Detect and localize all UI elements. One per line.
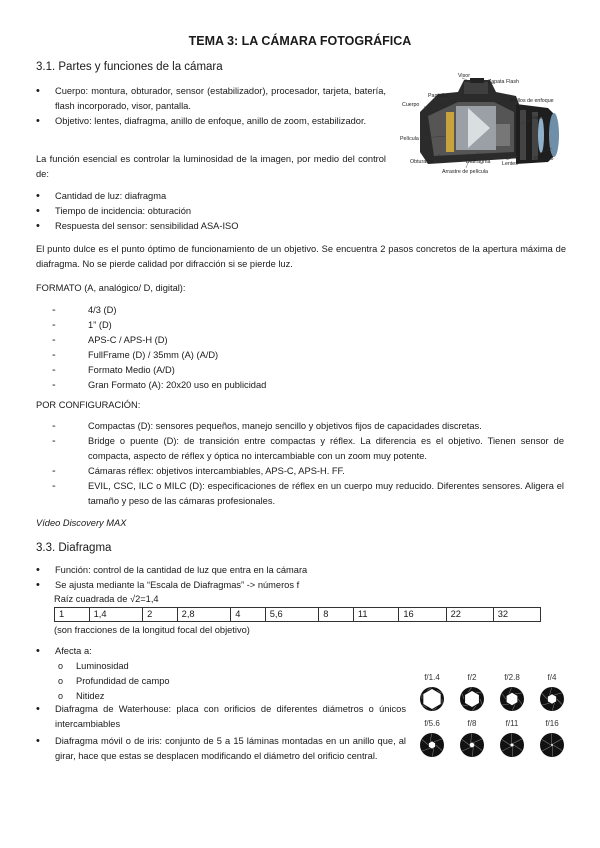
list-item: - Compactas (D): sensores pequeños, manejo sencillo y objetivos fijos de capacidades discretas. bbox=[52, 419, 564, 434]
aperture-label: f/4 bbox=[547, 673, 557, 682]
aperture-icon bbox=[460, 687, 484, 711]
list-item: - 1” (D) bbox=[52, 318, 552, 333]
camera-label: Espejo bbox=[531, 115, 548, 121]
aperture-icon bbox=[540, 733, 564, 757]
table-row bbox=[55, 608, 541, 622]
aperture-label: f/2 bbox=[467, 673, 477, 682]
config-list bbox=[52, 419, 564, 509]
section-heading-parts: 3.1. Partes y funciones de la cámara bbox=[36, 61, 223, 73]
list-item: • Diafragma móvil o de iris: conjunto de 5 a 15 láminas montadas en un anillo que, al girar, hace que estas se desplacen modificando el diámetro del orificio central. bbox=[36, 734, 406, 764]
fstop-cell: 2,8 bbox=[177, 608, 231, 622]
list-item: • Respuesta del sensor: sensibilidad ASA-ISO bbox=[36, 219, 386, 234]
aperture-icon bbox=[420, 687, 444, 711]
camera-label: Película bbox=[400, 136, 419, 142]
aperture-icon bbox=[540, 687, 564, 711]
aperture-label: f/8 bbox=[467, 719, 477, 728]
list-item: - Gran Formato (A): 20x20 uso en publicidad bbox=[52, 378, 552, 393]
list-item: - Cámaras réflex: objetivos intercambiables, APS-C, APS-H. FF. bbox=[52, 464, 564, 479]
fstop-cell: 32 bbox=[493, 608, 540, 622]
camera-label: Visor bbox=[458, 73, 470, 79]
aperture-label: f/11 bbox=[505, 719, 519, 728]
section-heading-diaphragm: 3.3. Diafragma bbox=[36, 542, 112, 554]
paragraph-control: La función esencial es controlar la luminosidad de la imagen, por medio del control de: bbox=[36, 154, 386, 179]
camera-label: Obturador bbox=[410, 159, 434, 165]
affects-list bbox=[36, 644, 396, 659]
config-heading: POR CONFIGURACIÓN: bbox=[36, 400, 141, 410]
list-item: • Función: control de la cantidad de luz que entra en la cámara bbox=[36, 563, 556, 578]
list-item: o Profundidad de campo bbox=[58, 674, 358, 689]
control-list bbox=[36, 189, 386, 234]
aperture-label: f/16 bbox=[545, 719, 559, 728]
list-item: - APS-C / APS-H (D) bbox=[52, 333, 552, 348]
list-item: • Tiempo de incidencia: obturación bbox=[36, 204, 386, 219]
fstop-cell: 16 bbox=[399, 608, 446, 622]
diaphragm-types-list bbox=[36, 702, 406, 764]
list-item: o Nitidez bbox=[58, 689, 358, 704]
aperture-label: f/2.8 bbox=[504, 673, 520, 682]
list-item: - FullFrame (D) / 35mm (A) (A/D) bbox=[52, 348, 552, 363]
camera-label: Anillos de enfoque bbox=[510, 98, 554, 104]
camera-label: Lentes bbox=[502, 161, 518, 167]
aperture-icon bbox=[500, 733, 524, 757]
fstop-cell: 8 bbox=[319, 608, 354, 622]
aperture-icon bbox=[420, 733, 444, 757]
list-item: • Diafragma de Waterhouse: placa con orificios de diferentes diámetros o únicos intercambiables bbox=[36, 702, 406, 732]
camera-label: Cuerpo bbox=[402, 102, 420, 108]
fstop-cell: 2 bbox=[143, 608, 178, 622]
fstop-cell: 1,4 bbox=[89, 608, 143, 622]
video-note: Vídeo Discovery MAX bbox=[36, 518, 127, 528]
list-item: • Objetivo: lentes, diafragma, anillo de enfoque, anillo de zoom, estabilizador. bbox=[36, 114, 386, 129]
list-item: o Luminosidad bbox=[58, 659, 358, 674]
camera-label: Arrastre de película bbox=[442, 169, 488, 175]
sqrt-line: Raíz cuadrada de √2=1,4 bbox=[54, 594, 159, 604]
fstop-table bbox=[54, 607, 541, 622]
list-item: • Cantidad de luz: diafragma bbox=[36, 189, 386, 204]
list-item: - Bridge o puente (D): de transición entre compactas y réflex. La diferencia es el objetivo. Tienen sensor de compacta, aspecto de réflex y óptica no intercambiable con un zoom muy potente. bbox=[52, 434, 564, 464]
aperture-label: f/1.4 bbox=[424, 673, 440, 682]
aperture-icon bbox=[500, 687, 524, 711]
fstop-cell: 11 bbox=[353, 608, 399, 622]
page-title: TEMA 3: LA CÁMARA FOTOGRÁFICA bbox=[188, 34, 412, 48]
fstop-cell: 4 bbox=[231, 608, 266, 622]
list-item: • Afecta a: bbox=[36, 644, 396, 659]
camera-body-illustration bbox=[420, 78, 559, 164]
paragraph-sweet-spot: El punto dulce es el punto óptimo de funcionamiento de un objetivo. Se encuentra 2 pasos concretos de la apertura máxima de diafragma. No se pierde calidad por difracción si se pierde luz. bbox=[36, 244, 566, 269]
parts-list bbox=[36, 84, 386, 129]
aperture-label: f/5.6 bbox=[424, 719, 440, 728]
affects-sublist bbox=[58, 659, 358, 704]
format-heading: FORMATO (A, analógico/ D, digital): bbox=[36, 283, 186, 293]
list-item: - Formato Medio (A/D) bbox=[52, 363, 552, 378]
camera-label: Objetivo bbox=[534, 156, 554, 162]
aperture-icon bbox=[460, 733, 484, 757]
camera-label: Zapata Flash bbox=[488, 79, 519, 85]
fstop-cell: 22 bbox=[446, 608, 493, 622]
diaphragm-list bbox=[36, 563, 556, 593]
list-item: • Cuerpo: montura, obturador, sensor (estabilizador), procesador, tarjeta, batería, flash incorporado, visor, pantalla. bbox=[36, 84, 386, 114]
fstop-cell: 5,6 bbox=[265, 608, 319, 622]
aperture-diagram bbox=[412, 672, 572, 760]
fstop-cell: 1 bbox=[55, 608, 90, 622]
camera-label: Diafragma bbox=[466, 159, 491, 165]
format-list bbox=[52, 303, 552, 393]
camera-diagram bbox=[398, 72, 566, 180]
fraction-note: (son fracciones de la longitud focal del objetivo) bbox=[54, 625, 250, 635]
list-item: - EVIL, CSC, ILC o MILC (D): especificaciones de réflex en un cuerpo muy reducido. Diferentes sensores. Aligera el tamaño y peso de las cámaras profesionales. bbox=[52, 479, 564, 509]
camera-label: Pantalla bbox=[428, 93, 448, 99]
list-item: - 4/3 (D) bbox=[52, 303, 552, 318]
list-item: • Se ajusta mediante la “Escala de Diafragmas” -> números f bbox=[36, 578, 556, 593]
